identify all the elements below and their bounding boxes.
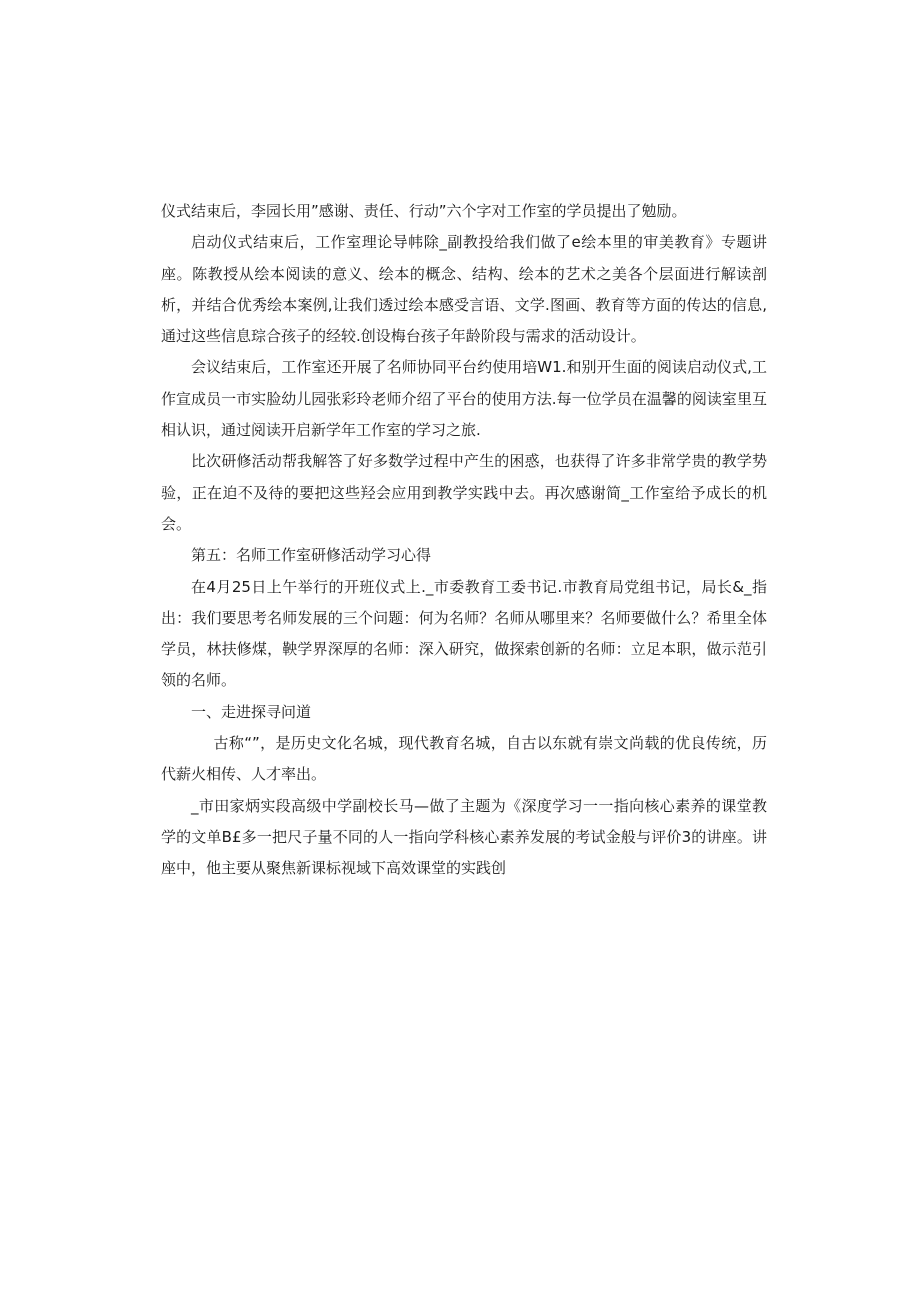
section-heading-fifth: 第五：名师工作室研修活动学习心得 bbox=[191, 546, 432, 565]
paragraph-lecture: 启动仪式结束后，工作室理论导帏除_副教投给我们做了e绘本里的审美教育》专题讲座。陈教授从绘本阅读的意义、绘本的概念、结构、绘本的艺术之美各个层面进行解读剖析，并结合优秀绘本案例,让我们透过绘本感受言语、文学.图画、教育等方面的传达的信息,通过这些信息琮合孩子的经较.创设梅台孩子年龄阶段与需求的活动设计。 bbox=[161, 233, 767, 346]
document-body bbox=[161, 196, 767, 885]
paragraph-ceremony-closing: 仪式结束后，李园长用”感谢、责任、行动”六个字对工作室的学员提出了勉励。 bbox=[161, 202, 687, 220]
paragraph-opening-ceremony: 在4月25日上午举行的开班仪式上._市委教育工委书记.市教育局党组书记，局长&_指出：我们要思考名师发展的三个问题：何为名师？名师从哪里来？名师要做什么？希里全体学员，林扶修煤，鞅学界深厚的名师：深入研究，做探索创新的名师：立足本职，做示范引领的名师。 bbox=[161, 577, 767, 690]
paragraph-deep-learning-lecture: _市田家炳实段高级中学副校长马—做了主题为《深度学习一一指向核心素养的课堂教学的文单B£多一把尺子量不同的人一指向学科核心素养发展的考试金般与评价3的讲座。讲座中，他主要从聚焦新课标视域下高效课堂的实践创 bbox=[161, 796, 767, 878]
paragraph-reflection: 比次研修活动帮我解答了好多数学过程中产生的困惑，也获得了许多非常学贵的教学势验，正在迫不及待的要把这些羟会应用到教学实践中去。再次感谢简_工作室给予成长的机会。 bbox=[161, 452, 767, 533]
subheading-explore: 一、走进探寻问道 bbox=[191, 702, 312, 721]
paragraph-platform-training: 会议结束后，工作室还开展了名师协同平台约使用培W1.和别开生面的阅读启动仪式,工作宣成员一市实脸幼儿园张彩玲老师介绍了平台的使用方法.每一位学员在温馨的阅读室里互相认识，通过阅读开启新学年工作室的学习之旅. bbox=[161, 358, 767, 440]
paragraph-city-history: 古称“”，是历史文化名城，现代教育名城，自古以东就有崇文尚载的优良传统，历代薪火相传、人才率出。 bbox=[161, 734, 767, 784]
